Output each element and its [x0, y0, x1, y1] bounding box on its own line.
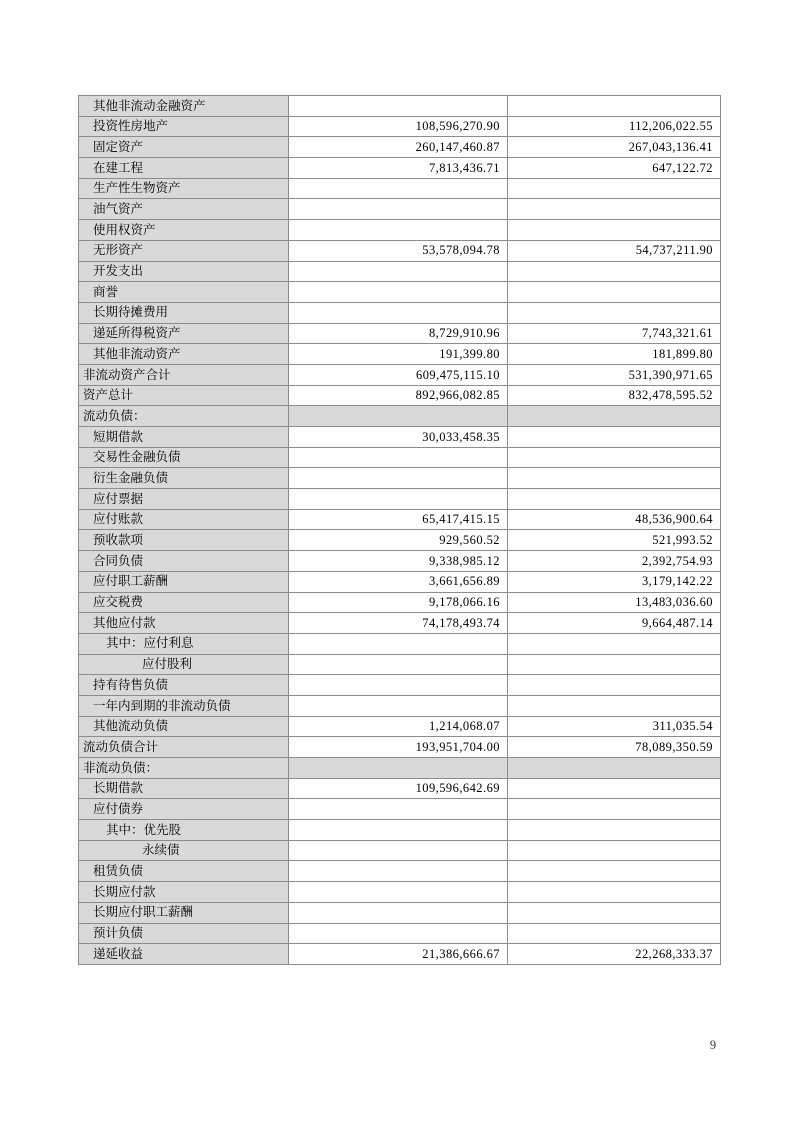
prior-period-value [508, 778, 721, 799]
prior-period-value [508, 799, 721, 820]
current-period-value: 892,966,082.85 [289, 385, 508, 406]
prior-period-value [508, 758, 721, 779]
prior-period-value [508, 633, 721, 654]
prior-period-value: 181,899.80 [508, 344, 721, 365]
current-period-value: 53,578,094.78 [289, 240, 508, 261]
row-label: 其他流动负债 [79, 716, 289, 737]
table-row [79, 530, 721, 551]
row-label: 流动负债： [79, 406, 289, 427]
table-row [79, 840, 721, 861]
current-period-value [289, 882, 508, 903]
current-period-value: 191,399.80 [289, 344, 508, 365]
current-period-value: 65,417,415.15 [289, 509, 508, 530]
table-row [79, 344, 721, 365]
row-label: 递延收益 [79, 944, 289, 965]
current-period-value [289, 902, 508, 923]
current-period-value: 9,178,066.16 [289, 592, 508, 613]
current-period-value [289, 923, 508, 944]
page-number: 9 [709, 1038, 717, 1052]
prior-period-value [508, 840, 721, 861]
row-label: 应付债券 [79, 799, 289, 820]
current-period-value: 108,596,270.90 [289, 116, 508, 137]
current-period-value: 3,661,656.89 [289, 571, 508, 592]
row-label: 预收款项 [79, 530, 289, 551]
row-label: 应交税费 [79, 592, 289, 613]
balance-sheet-table [78, 95, 721, 965]
current-period-value [289, 799, 508, 820]
prior-period-value [508, 302, 721, 323]
prior-period-value [508, 654, 721, 675]
current-period-value [289, 220, 508, 241]
table-row [79, 923, 721, 944]
table-row [79, 116, 721, 137]
current-period-value: 7,813,436.71 [289, 158, 508, 179]
prior-period-value: 647,122.72 [508, 158, 721, 179]
row-label: 使用权资产 [79, 220, 289, 241]
prior-period-value [508, 96, 721, 117]
current-period-value [289, 302, 508, 323]
prior-period-value: 311,035.54 [508, 716, 721, 737]
prior-period-value [508, 427, 721, 448]
table-row [79, 220, 721, 241]
table-row [79, 364, 721, 385]
table-row [79, 944, 721, 965]
prior-period-value [508, 820, 721, 841]
row-label: 长期应付款 [79, 882, 289, 903]
section-header-row [79, 406, 721, 427]
prior-period-value [508, 675, 721, 696]
prior-period-value [508, 882, 721, 903]
current-period-value [289, 199, 508, 220]
current-period-value: 260,147,460.87 [289, 137, 508, 158]
table-row [79, 882, 721, 903]
table-row [79, 861, 721, 882]
current-period-value [289, 489, 508, 510]
prior-period-value [508, 220, 721, 241]
table-row [79, 675, 721, 696]
row-label: 资产总计 [79, 385, 289, 406]
row-label: 其他应付款 [79, 613, 289, 634]
row-label: 无形资产 [79, 240, 289, 261]
current-period-value [289, 178, 508, 199]
row-label: 非流动负债： [79, 758, 289, 779]
table-row [79, 96, 721, 117]
table-row [79, 613, 721, 634]
row-label: 短期借款 [79, 427, 289, 448]
prior-period-value [508, 199, 721, 220]
current-period-value [289, 447, 508, 468]
prior-period-value: 13,483,036.60 [508, 592, 721, 613]
current-period-value [289, 695, 508, 716]
table-row [79, 551, 721, 572]
prior-period-value [508, 861, 721, 882]
row-label: 应付账款 [79, 509, 289, 530]
table-row [79, 489, 721, 510]
current-period-value: 929,560.52 [289, 530, 508, 551]
row-label: 一年内到期的非流动负债 [79, 695, 289, 716]
prior-period-value [508, 282, 721, 303]
current-period-value [289, 633, 508, 654]
prior-period-value: 7,743,321.61 [508, 323, 721, 344]
table-row [79, 778, 721, 799]
current-period-value [289, 468, 508, 489]
table-row [79, 633, 721, 654]
table-row [79, 199, 721, 220]
prior-period-value: 531,390,971.65 [508, 364, 721, 385]
table-row [79, 158, 721, 179]
table-row [79, 820, 721, 841]
prior-period-value: 521,993.52 [508, 530, 721, 551]
prior-period-value [508, 178, 721, 199]
prior-period-value: 48,536,900.64 [508, 509, 721, 530]
row-label: 应付股利 [79, 654, 289, 675]
row-label: 其中：优先股 [79, 820, 289, 841]
row-label: 合同负债 [79, 551, 289, 572]
prior-period-value [508, 902, 721, 923]
table-row [79, 571, 721, 592]
table-row [79, 509, 721, 530]
current-period-value: 9,338,985.12 [289, 551, 508, 572]
prior-period-value [508, 489, 721, 510]
row-label: 租赁负债 [79, 861, 289, 882]
row-label: 投资性房地产 [79, 116, 289, 137]
table-row [79, 592, 721, 613]
table-row [79, 654, 721, 675]
row-label: 固定资产 [79, 137, 289, 158]
current-period-value: 30,033,458.35 [289, 427, 508, 448]
current-period-value: 8,729,910.96 [289, 323, 508, 344]
current-period-value: 21,386,666.67 [289, 944, 508, 965]
row-label: 预计负债 [79, 923, 289, 944]
current-period-value [289, 282, 508, 303]
current-period-value [289, 758, 508, 779]
table-row [79, 302, 721, 323]
row-label: 永续债 [79, 840, 289, 861]
row-label: 长期待摊费用 [79, 302, 289, 323]
prior-period-value [508, 261, 721, 282]
row-label: 生产性生物资产 [79, 178, 289, 199]
table-row [79, 902, 721, 923]
row-label: 非流动资产合计 [79, 364, 289, 385]
row-label: 长期借款 [79, 778, 289, 799]
table-row [79, 737, 721, 758]
row-label: 应付职工薪酬 [79, 571, 289, 592]
current-period-value: 193,951,704.00 [289, 737, 508, 758]
row-label: 商誉 [79, 282, 289, 303]
current-period-value [289, 406, 508, 427]
table-row [79, 447, 721, 468]
row-label: 其他非流动资产 [79, 344, 289, 365]
prior-period-value: 2,392,754.93 [508, 551, 721, 572]
prior-period-value: 3,179,142.22 [508, 571, 721, 592]
prior-period-value: 9,664,487.14 [508, 613, 721, 634]
table-row [79, 716, 721, 737]
current-period-value: 109,596,642.69 [289, 778, 508, 799]
table-row [79, 427, 721, 448]
current-period-value: 74,178,493.74 [289, 613, 508, 634]
prior-period-value [508, 468, 721, 489]
row-label: 应付票据 [79, 489, 289, 510]
row-label: 递延所得税资产 [79, 323, 289, 344]
prior-period-value [508, 406, 721, 427]
prior-period-value: 54,737,211.90 [508, 240, 721, 261]
row-label: 长期应付职工薪酬 [79, 902, 289, 923]
table-row [79, 240, 721, 261]
prior-period-value: 832,478,595.52 [508, 385, 721, 406]
table-row [79, 385, 721, 406]
table-row [79, 799, 721, 820]
prior-period-value [508, 923, 721, 944]
current-period-value [289, 654, 508, 675]
table-row [79, 695, 721, 716]
row-label: 开发支出 [79, 261, 289, 282]
table-row [79, 137, 721, 158]
row-label: 油气资产 [79, 199, 289, 220]
section-header-row [79, 758, 721, 779]
prior-period-value: 112,206,022.55 [508, 116, 721, 137]
table-row [79, 468, 721, 489]
current-period-value [289, 96, 508, 117]
current-period-value [289, 820, 508, 841]
prior-period-value [508, 695, 721, 716]
table-row [79, 282, 721, 303]
table-row [79, 261, 721, 282]
balance-sheet-body [79, 96, 721, 965]
table-row [79, 323, 721, 344]
row-label: 流动负债合计 [79, 737, 289, 758]
row-label: 衍生金融负债 [79, 468, 289, 489]
row-label: 持有待售负债 [79, 675, 289, 696]
current-period-value: 609,475,115.10 [289, 364, 508, 385]
prior-period-value: 267,043,136.41 [508, 137, 721, 158]
current-period-value: 1,214,068.07 [289, 716, 508, 737]
row-label: 其他非流动金融资产 [79, 96, 289, 117]
prior-period-value [508, 447, 721, 468]
table-row [79, 178, 721, 199]
prior-period-value: 78,089,350.59 [508, 737, 721, 758]
current-period-value [289, 261, 508, 282]
current-period-value [289, 675, 508, 696]
current-period-value [289, 861, 508, 882]
prior-period-value: 22,268,333.37 [508, 944, 721, 965]
current-period-value [289, 840, 508, 861]
row-label: 在建工程 [79, 158, 289, 179]
row-label: 其中：应付利息 [79, 633, 289, 654]
row-label: 交易性金融负债 [79, 447, 289, 468]
